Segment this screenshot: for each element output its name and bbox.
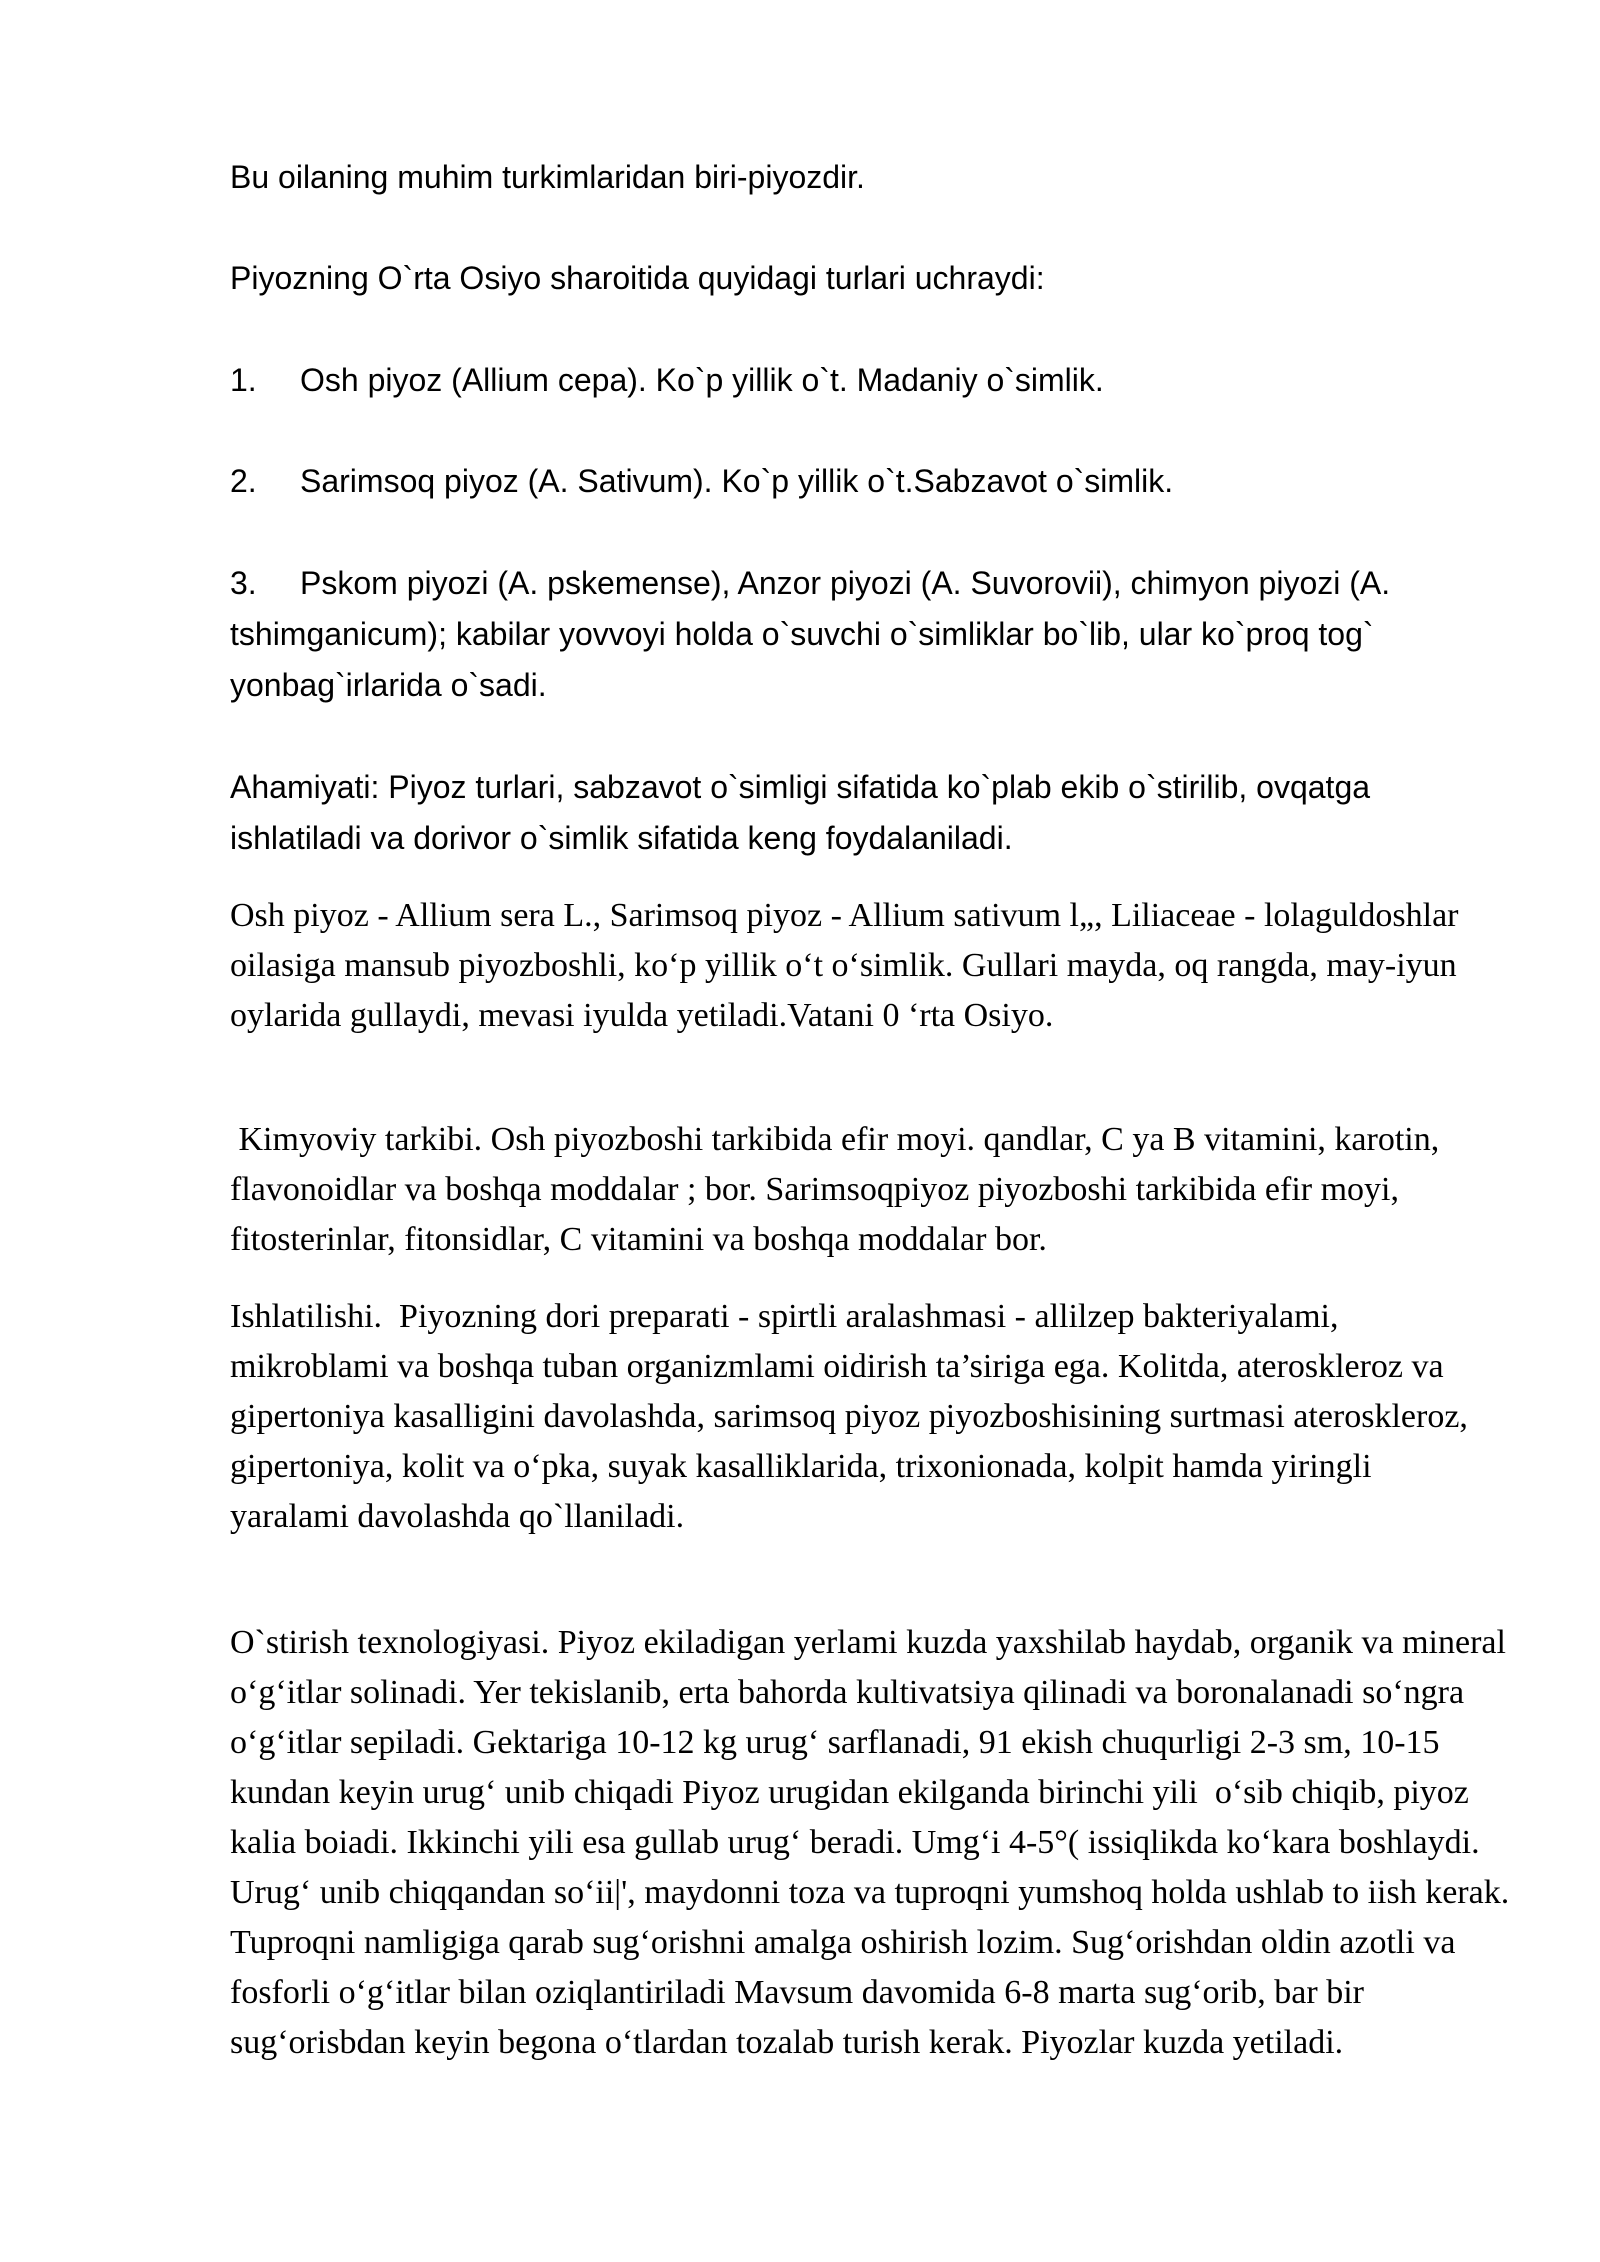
list-number: 3. — [230, 565, 257, 601]
list-number: 1. — [230, 362, 257, 398]
paragraph-importance: Ahamiyati: Piyoz turlari, sabzavot o`simligi sifatida ko`plab ekib o`stirilib, ovqatga ishlatiladi va dorivor o`simlik sifatida keng foydalaniladi. — [230, 769, 1371, 856]
paragraph-cultivation: O`stirish texnologiyasi. Piyoz ekiladigan yerlami kuzda yaxshilab haydab, organik va mineral o‘g‘itlar solinadi. Yer tekislanib, erta bahorda kultivatsiya qilinadi va boronalanadi so‘ngra o‘g‘itlar sepiladi. Gektariga 10-12 kg urug‘ sarflanadi, 91 ekish chuqurligi 2-3 sm, 10-15 kundan keyin urug‘ unib chiqadi Piyoz urugidan ekilganda birinchi yili o‘sib chiqib, piyoz kalia boiadi. Ikkinchi yili esa gullab urug‘ beradi. Umg‘i 4-5°( issiqlikda ko‘kara boshlaydi. Urug‘ unib chiqqandan so‘ii|', maydonni toza va tuproqni yumshoq holda ushlab to iish kerak. Tuproqni namligiga qarab sug‘orishni amalga oshirish lozim. Sug‘orishdan oldin azotli va fosforli o‘g‘itlar bilan oziqlantiriladi Mavsum davomida 6-8 marta sug‘orib, bar bir sug‘orisbdan keyin begona o‘tlardan tozalab turish kerak. Piyozlar kuzda yetiladi. — [230, 1624, 1518, 2061]
list-item-3 — [230, 558, 1460, 711]
paragraph-species-intro: Piyozning O`rta Osiyo sharoitida quyidagi turlari uchraydi: — [230, 260, 1045, 296]
list-item-text: Pskom piyozi (A. pskemense), Anzor piyozi (A. Suvorovii), chimyon piyozi (A. tshimganicum); kabilar yovvoyi holda o`suvchi o`simliklar bo`lib, ular ko`proq tog` yonbag`irlarida o`sadi. — [230, 565, 1391, 703]
paragraph-usage: Ishlatilishi. Piyozning dori preparati - spirtli aralashmasi - allilzep bakteriyalami, mikroblami va boshqa tuban organizmlami oidirish ta’siriga ega. Kolitda, ateroskleroz va gipertoniya kasalligini davolashda, sarimsoq piyoz piyozboshisining surtmasi ateroskleroz, gipertoniya, kolit va o‘pka, suyak kasalliklarida, trixonionada, kolpit hamda yiringli yaralami davolashda qo`llaniladi. — [230, 1298, 1477, 1535]
list-item-2 — [230, 456, 1500, 507]
paragraph-description: Osh piyoz - Allium sera L., Sarimsoq piyoz - Allium sativum l„, Liliaceae - lolaguldoshlar oilasiga mansub piyozboshli, ko‘p yillik o‘t o‘simlik. Gullari mayda, oq rangda, may-iyun oylarida gullaydi, mevasi iyulda yetiladi.Vatani 0 ‘rta Osiyo. — [230, 897, 1459, 1034]
list-number: 2. — [230, 463, 257, 499]
paragraph-chemistry: Kimyoviy tarkibi. Osh piyozboshi tarkibida efir moyi. qandlar, C ya B vitamini, karotin, flavonoidlar va boshqa moddalar ; bor. Sarimsoqpiyoz piyozboshi tarkibida efir moyi, fitosterinlar, fitonsidlar, C vitamini va boshqa moddalar bor. — [230, 1121, 1448, 1258]
list-item-text: Osh piyoz (Allium cepa). Ko`p yillik o`t. Madaniy o`simlik. — [300, 362, 1104, 398]
paragraph-intro: Bu oilaning muhim turkimlaridan biri-piyozdir. — [230, 159, 865, 195]
list-item-1 — [230, 355, 1500, 406]
list-item-text: Sarimsoq piyoz (A. Sativum). Ko`p yillik o`t.Sabzavot o`simlik. — [300, 463, 1174, 499]
